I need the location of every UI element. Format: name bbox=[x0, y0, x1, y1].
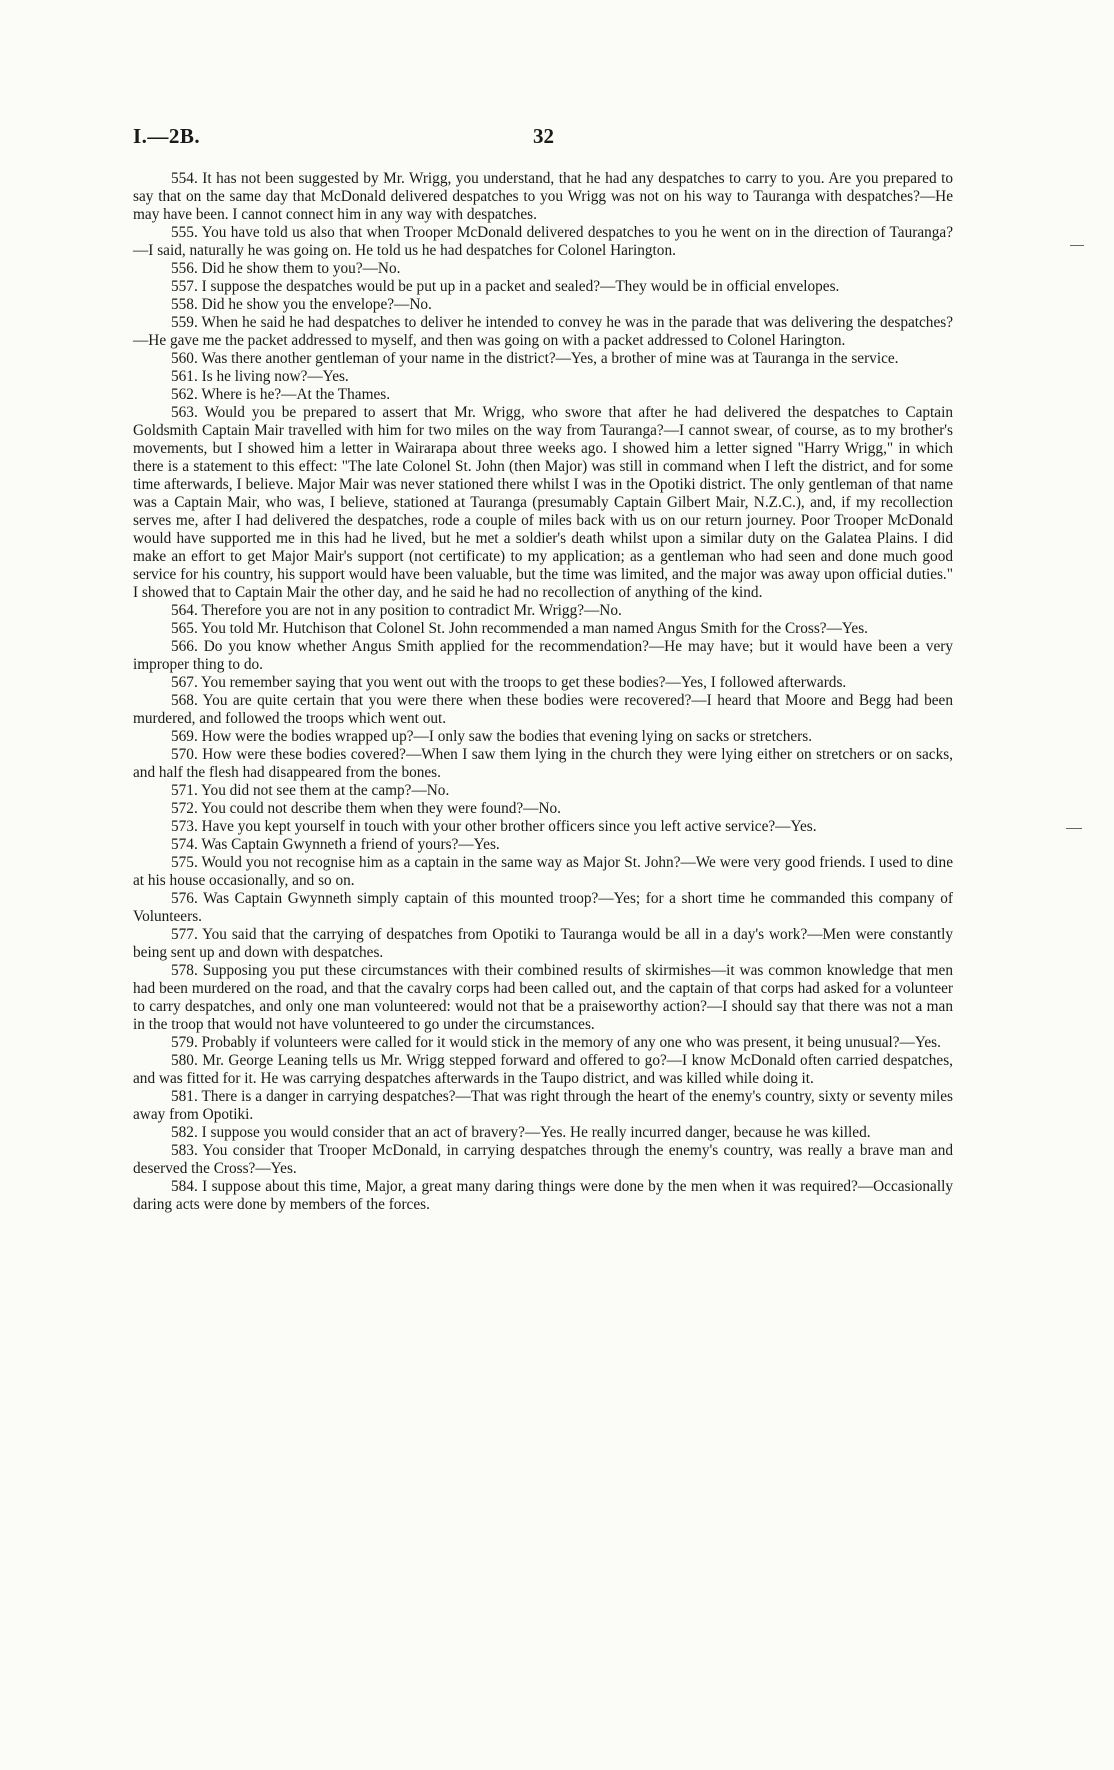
question-563: 563. Would you be prepared to assert that Mr. Wrigg, who swore that after he had delivered the despatches to Captain Goldsmith Captain Mair travelled with him for two miles on the way from Tauranga?—I cannot swear, of course, as to my brother's movements, but I showed him a letter in Wairarapa about three weeks ago. I showed him a letter signed "Harry Wrigg," in which there is a statement to this effect: "The late Colonel St. John (then Major) was still in command when I left the district, and for some time afterwards, I believe. Major Mair was never stationed there whilst I was in the Opotiki district. The only gentleman of that name was a Captain Mair, who was, I believe, stationed at Tauranga (presumably Captain Gilbert Mair, N.Z.C.), and, if my recollection serves me, after I had delivered the despatches, rode a couple of miles back with us on our return journey. Poor Trooper McDonald would have supported me in this had he lived, but he met a soldier's death whilst upon a similar duty on the Galatea Plains. I did make an effort to get Major Mair's support (not certificate) to my application; as a gentleman who had seen and done much good service for his country, his support would have been valuable, but the time was limited, and the major was away upon official duties." I showed that to Captain Mair the other day, and he said he had no recollection of anything of the kind. bbox=[133, 404, 953, 601]
question-554: 554. It has not been suggested by Mr. Wrigg, you understand, that he had any despatches to carry to you. Are you prepared to say that on the same day that McDonald delivered despatches to you Wrigg was not on his way to Tauranga with despatches?—He may have been. I cannot connect him in any way with despatches. bbox=[133, 170, 953, 223]
parliamentary-paper-reference: I.—2B. bbox=[133, 124, 201, 148]
question-581: 581. There is a danger in carrying despatches?—That was right through the heart of the enemy's country, sixty or seventy miles away from Opotiki. bbox=[133, 1088, 953, 1123]
question-568: 568. You are quite certain that you were there when these bodies were recovered?—I heard that Moore and Begg had been murdered, and followed the troops which went out. bbox=[133, 692, 953, 727]
question-570: 570. How were these bodies covered?—When I saw them lying in the church they were lying either on stretchers or on sacks, and half the flesh had disappeared from the bones. bbox=[133, 746, 953, 781]
question-567: 567. You remember saying that you went out with the troops to get these bodies?—Yes, I followed afterwards. bbox=[171, 674, 847, 691]
question-571: 571. You did not see them at the camp?—No. bbox=[171, 782, 450, 799]
question-573: 573. Have you kept yourself in touch with your other brother officers since you left active service?—Yes. bbox=[171, 818, 817, 835]
question-579: 579. Probably if volunteers were called for it would stick in the memory of any one who was present, it being unusual?—Yes. bbox=[171, 1034, 941, 1051]
question-561: 561. Is he living now?—Yes. bbox=[171, 368, 349, 385]
question-556: 556. Did he show them to you?—No. bbox=[171, 260, 401, 277]
question-564: 564. Therefore you are not in any position to contradict Mr. Wrigg?—No. bbox=[171, 602, 622, 619]
question-572: 572. You could not describe them when they were found?—No. bbox=[171, 800, 561, 817]
question-576: 576. Was Captain Gwynneth simply captain of this mounted troop?—Yes; for a short time he commanded this company of Volunteers. bbox=[133, 890, 953, 925]
question-557: 557. I suppose the despatches would be put up in a packet and sealed?—They would be in official envelopes. bbox=[171, 278, 840, 295]
question-559: 559. When he said he had despatches to deliver he intended to convey he was in the parade that was delivering the despatches?—He gave me the packet addressed to myself, and then was going on with a packet addressed to Colonel Harington. bbox=[133, 314, 953, 349]
question-583: 583. You consider that Trooper McDonald, in carrying despatches through the enemy's country, was really a brave man and deserved the Cross?—Yes. bbox=[133, 1142, 953, 1177]
page-header bbox=[133, 124, 953, 154]
margin-mark bbox=[1066, 828, 1082, 829]
question-562: 562. Where is he?—At the Thames. bbox=[171, 386, 391, 403]
question-574: 574. Was Captain Gwynneth a friend of yours?—Yes. bbox=[171, 836, 500, 853]
testimony-body bbox=[133, 170, 953, 1214]
question-575: 575. Would you not recognise him as a captain in the same way as Major St. John?—We were very good friends. I used to dine at his house occasionally, and so on. bbox=[133, 854, 953, 889]
question-582: 582. I suppose you would consider that an act of bravery?—Yes. He really incurred danger, because he was killed. bbox=[171, 1124, 871, 1141]
page-number: 32 bbox=[533, 124, 554, 148]
question-577: 577. You said that the carrying of despatches from Opotiki to Tauranga would be all in a day's work?—Men were constantly being sent up and down with despatches. bbox=[133, 926, 953, 961]
question-566: 566. Do you know whether Angus Smith applied for the recommendation?—He may have; but it would have been a very improper thing to do. bbox=[133, 638, 953, 673]
question-558: 558. Did he show you the envelope?—No. bbox=[171, 296, 432, 313]
question-569: 569. How were the bodies wrapped up?—I only saw the bodies that evening lying on sacks or stretchers. bbox=[171, 728, 813, 745]
question-560: 560. Was there another gentleman of your name in the district?—Yes, a brother of mine was at Tauranga in the service. bbox=[171, 350, 899, 367]
question-578: 578. Supposing you put these circumstances with their combined results of skirmishes—it was common knowledge that men had been murdered on the road, and that the cavalry corps had been called out, and the captain of that corps had asked for a volunteer to carry despatches, and only one man volunteered: would not that be a praiseworthy action?—I should say that there was not a man in the troop that would not have volunteered to go under the circumstances. bbox=[133, 962, 953, 1033]
margin-mark bbox=[1070, 245, 1084, 246]
question-580: 580. Mr. George Leaning tells us Mr. Wrigg stepped forward and offered to go?—I know McDonald often carried despatches, and was fitted for it. He was carrying despatches afterwards in the Taupo district, and was killed while doing it. bbox=[133, 1052, 953, 1087]
question-584: 584. I suppose about this time, Major, a great many daring things were done by the men when it was required?—Occasionally daring acts were done by members of the forces. bbox=[133, 1178, 953, 1213]
question-555: 555. You have told us also that when Trooper McDonald delivered despatches to you he went on in the direction of Tauranga?—I said, naturally he was going on. He told us he had despatches for Colonel Harington. bbox=[133, 224, 953, 259]
question-565: 565. You told Mr. Hutchison that Colonel St. John recommended a man named Angus Smith for the Cross?—Yes. bbox=[171, 620, 868, 637]
